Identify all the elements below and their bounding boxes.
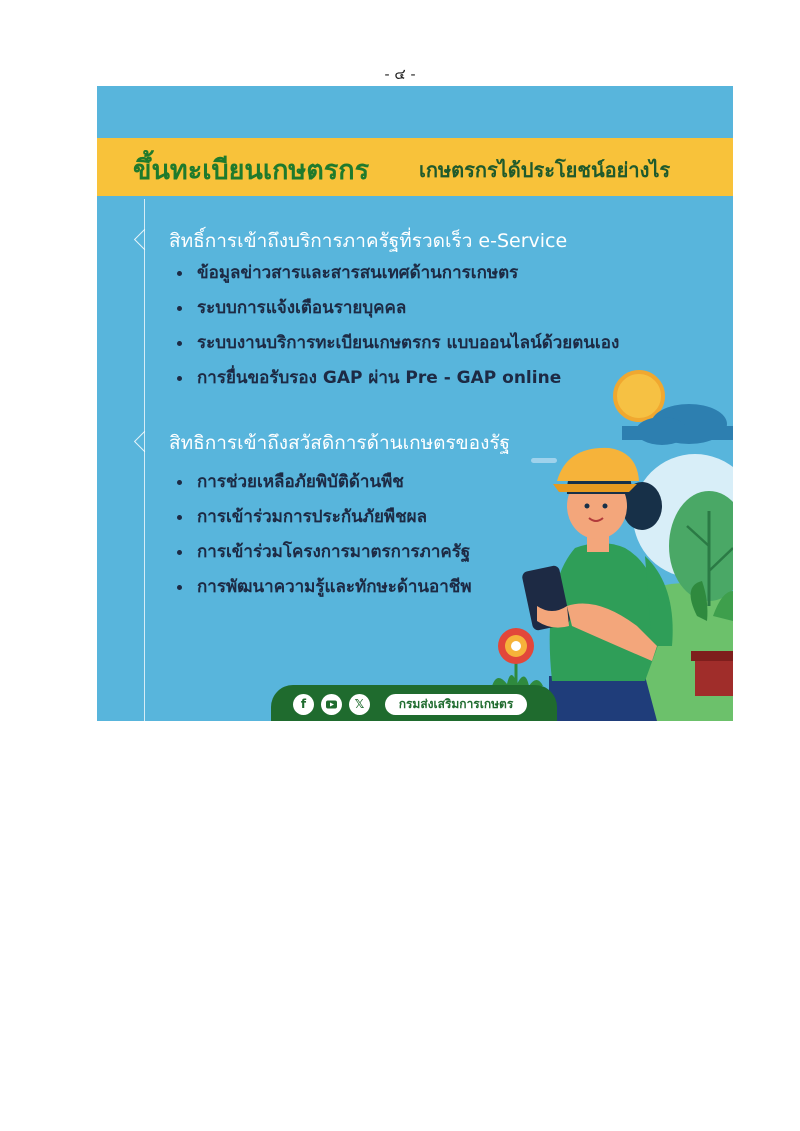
list-item: ระบบงานบริการทะเบียนเกษตรกร แบบออนไลน์ด้วยตนเอง bbox=[175, 326, 619, 361]
banner-title-main: ขึ้นทะเบียนเกษตรกร bbox=[133, 155, 370, 186]
list-item: การยื่นขอรับรอง GAP ผ่าน Pre - GAP online bbox=[175, 361, 619, 396]
list-item: การพัฒนาความรู้และทักษะด้านอาชีพ bbox=[175, 570, 472, 605]
department-name[interactable]: กรมส่งเสริมการเกษตร bbox=[385, 694, 527, 715]
infographic-poster bbox=[97, 86, 733, 721]
flower-icon bbox=[492, 628, 543, 686]
facebook-icon[interactable]: f bbox=[293, 694, 314, 715]
x-icon[interactable]: 𝕏 bbox=[349, 694, 370, 715]
section-heading-eservice: สิทธิ์การเข้าถึงบริการภาครัฐที่รวดเร็ว e-Service bbox=[169, 230, 568, 252]
page-number: - ๔ - bbox=[384, 65, 416, 83]
youtube-icon[interactable] bbox=[321, 694, 342, 715]
list-item: การเข้าร่วมโครงการมาตรการภาครัฐ bbox=[175, 535, 472, 570]
sun-icon bbox=[615, 372, 663, 420]
social-footer bbox=[271, 685, 557, 721]
list-item: การเข้าร่วมการประกันภัยพืชผล bbox=[175, 500, 472, 535]
banner-title-sub: เกษตรกรได้ประโยชน์อย่างไร bbox=[419, 158, 671, 182]
list-item: ระบบการแจ้งเตือนรายบุคคล bbox=[175, 291, 619, 326]
eservice-list bbox=[175, 256, 619, 396]
title-banner bbox=[97, 138, 733, 196]
bracket-line bbox=[144, 199, 145, 721]
list-item: การช่วยเหลือภัยพิบัติด้านพืช bbox=[175, 465, 472, 500]
list-item: ข้อมูลข่าวสารและสารสนเทศด้านการเกษตร bbox=[175, 256, 619, 291]
welfare-list bbox=[175, 465, 472, 605]
section-heading-welfare: สิทธิการเข้าถึงสวัสดิการด้านเกษตรของรัฐ bbox=[169, 432, 511, 454]
